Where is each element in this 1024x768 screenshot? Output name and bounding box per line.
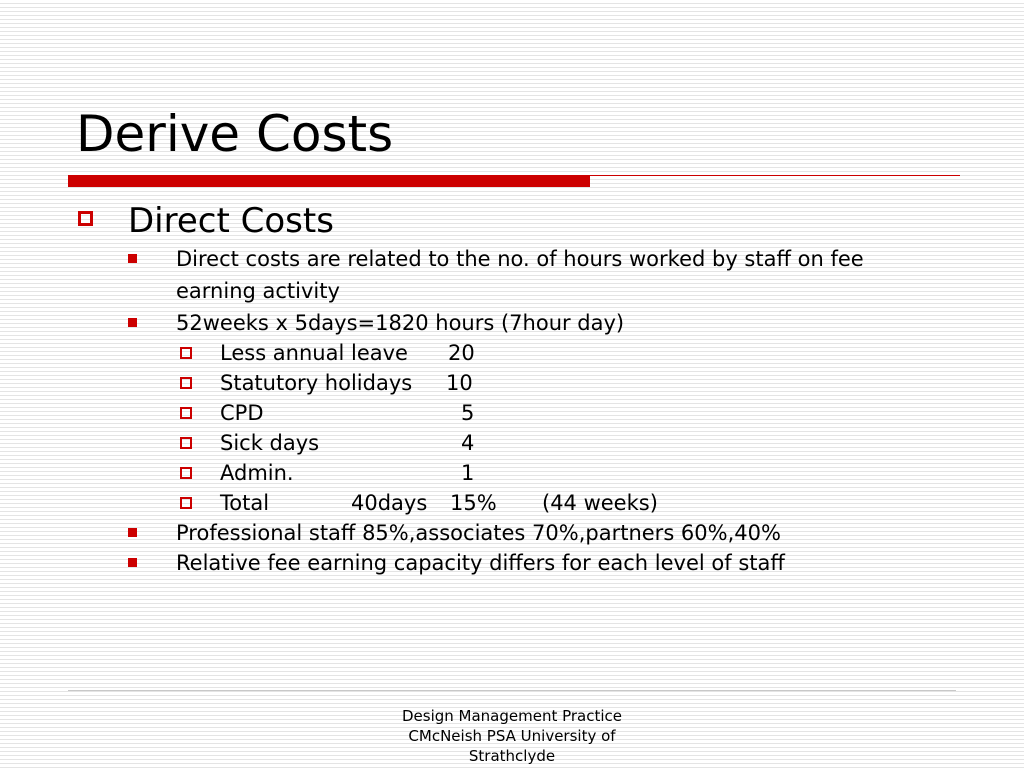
filled-square-bullet-icon — [128, 254, 137, 263]
footer-text — [362, 706, 662, 766]
bullet-heading: Direct Costs — [128, 201, 334, 241]
deduction-value: 1 — [461, 461, 475, 485]
title-underline-line — [590, 175, 960, 176]
total-weeks: (44 weeks) — [542, 491, 658, 515]
bullet-text: 52weeks x 5days=1820 hours (7hour day) — [176, 311, 625, 335]
bullet-text: Relative fee earning capacity differs for each level of staff — [176, 551, 785, 575]
hollow-square-bullet-icon — [180, 467, 192, 479]
bullet-text: earning activity — [176, 279, 340, 303]
deduction-label: Admin. — [220, 461, 294, 485]
footer-divider — [68, 690, 956, 691]
hollow-square-bullet-icon — [180, 347, 192, 359]
total-days: 40days — [351, 491, 428, 515]
filled-square-bullet-icon — [128, 528, 137, 537]
hollow-square-bullet-icon — [180, 377, 192, 389]
hollow-square-bullet-icon — [180, 437, 192, 449]
slide-title: Derive Costs — [76, 105, 394, 163]
title-underline-bar — [68, 175, 590, 187]
footer-line-3: Strathclyde — [468, 747, 556, 765]
deduction-label: Sick days — [220, 431, 320, 455]
total-label: Total — [220, 491, 270, 515]
footer-line-1: Design Management Practice — [401, 707, 623, 725]
hollow-square-bullet-icon — [180, 407, 192, 419]
filled-square-bullet-icon — [128, 558, 137, 567]
footer-line-2: CMcNeish PSA University of — [408, 727, 616, 745]
hollow-square-bullet-icon — [78, 211, 93, 226]
deduction-value: 20 — [448, 341, 475, 365]
deduction-label: Statutory holidays — [220, 371, 413, 395]
bullet-text: Direct costs are related to the no. of hours worked by staff on fee — [176, 247, 864, 271]
deduction-value: 4 — [461, 431, 475, 455]
deduction-value: 5 — [461, 401, 475, 425]
deduction-value: 10 — [446, 371, 473, 395]
total-percent: 15% — [450, 491, 497, 515]
hollow-square-bullet-icon — [180, 497, 192, 509]
bullet-text: Professional staff 85%,associates 70%,partners 60%,40% — [176, 521, 781, 545]
deduction-label: Less annual leave — [220, 341, 408, 365]
filled-square-bullet-icon — [128, 318, 137, 327]
deduction-label: CPD — [220, 401, 264, 425]
